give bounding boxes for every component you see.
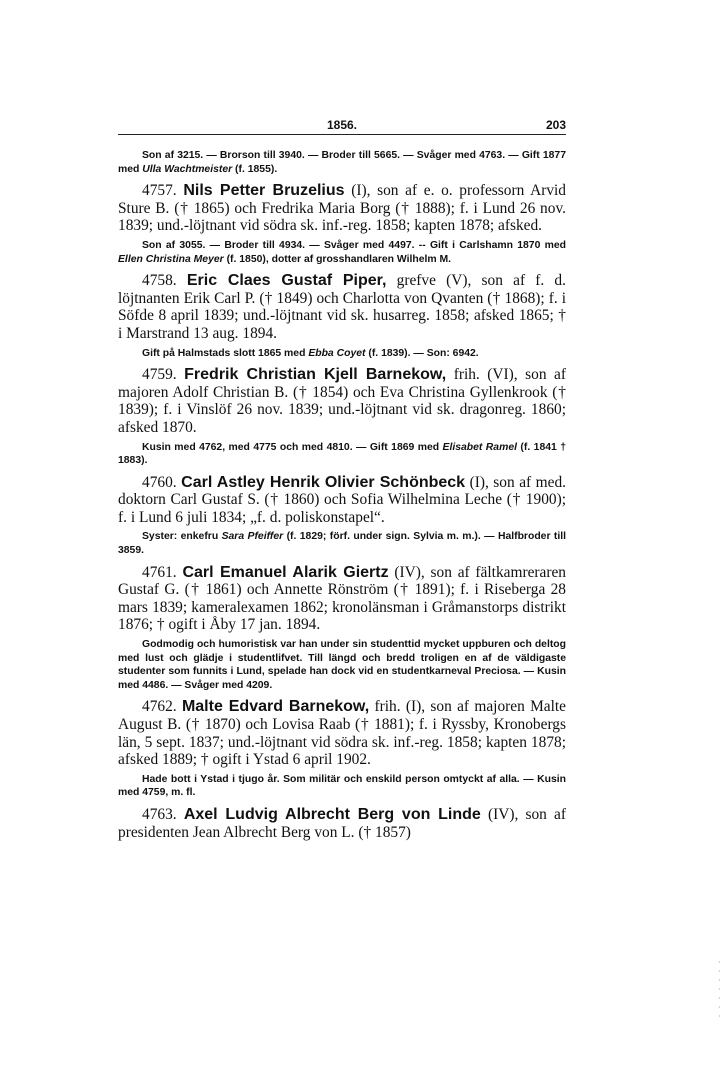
entry-name: Fredrik Christian Kjell Barnekow, — [184, 366, 447, 384]
entry-name: Axel Ludvig Albrecht Berg von Linde — [183, 805, 481, 823]
note-preceding: Son af 3215. — Brorson till 3940. — Broder till 5665. — Svåger med 4763. — Gift 1877 med Ulla Wachtmeister (f. 1855). — [118, 150, 566, 175]
entry-4759: 4759. Fredrik Christian Kjell Barnekow, frih. (VI), son af majoren Adolf Christian B. († 1854) och Eva Christina Gyllenkrook († 1839); f. i Vinslöf 26 nov. 1839; und.-löjtnant vid sk. dragonreg. 1860; afsked 1870. — [118, 366, 566, 436]
entry-name: Carl Astley Henrik Olivier Schönbeck — [181, 473, 466, 491]
note-4759: Kusin med 4762, med 4775 och med 4810. — Gift 1869 med Elisabet Ramel (f. 1841 † 1883). — [118, 441, 566, 467]
note-4762: Hade bott i Ystad i tjugo år. Som militär och enskild person omtyckt af alla. — Kusin med 4759, m. fl. — [118, 773, 566, 799]
running-header — [118, 116, 566, 134]
entry-name: Nils Petter Bruzelius — [183, 182, 345, 200]
entry-4763: 4763. Axel Ludvig Albrecht Berg von Linde (IV), son af presidenten Jean Albrecht Berg von L. († 1857) — [118, 805, 566, 841]
note-4757: Son af 3055. — Broder till 4934. — Svåger med 4497. -- Gift i Carlshamn 1870 med Ellen Christina Meyer (f. 1850), dotter af grosshandlaren Wilhelm M. — [118, 239, 566, 265]
margin-dots: · · · · · · · — [718, 958, 721, 1021]
entry-4762: 4762. Malte Edvard Barnekow, frih. (I), son af majoren Malte August B. († 1870) och Lovisa Raab († 1881); f. i Ryssby, Kronobergs län, 5 sept. 1837; und.-löjtnant vid södra sk. inf.-reg. 1858; kapten 1878; afsked 1889; † ogift i Ystad 6 april 1902. — [118, 698, 566, 769]
entry-name: Eric Claes Gustaf Piper, — [186, 272, 387, 290]
note-4760: Syster: enkefru Sara Pfeiffer (f. 1829; förf. under sign. Sylvia m. m.). — Halfbroder till 3859. — [118, 531, 567, 557]
page-number: 203 — [545, 118, 566, 132]
header-year: 1856. — [326, 118, 358, 132]
entry-name: Malte Edvard Barnekow, — [181, 698, 370, 716]
header-rule — [118, 134, 566, 135]
entry-name: Carl Emanuel Alarik Giertz — [182, 563, 389, 581]
note-4761: Godmodig och humoristisk var han under sin studenttid mycket uppburen och deltog med lust och glädje i studentlifvet. Till längd och bredd troligen en af de väldigaste studenter som funnits i Lund, spelade han dock vid en studentkarneval Preciosa. — Kusin med 4486. — Svåger med 4209. — [118, 639, 566, 691]
page — [118, 116, 566, 841]
entry-4760: 4760. Carl Astley Henrik Olivier Schönbeck (I), son af med. doktorn Carl Gustaf S. († 1860) och Sofia Wilhelmina Leche († 1900); f. i Lund 6 juli 1834; „f. d. poliskonstapel“. — [118, 473, 566, 526]
note-4758: Gift på Halmstads slott 1865 med Ebba Coyet (f. 1839). — Son: 6942. — [142, 347, 479, 359]
entry-4757: 4757. Nils Petter Bruzelius (I), son af e. o. professorn Arvid Sture B. († 1865) och Fredrika Maria Borg († 1888); f. i Lund 26 nov. 1839; und.-löjtnant vid södra sk. inf.-reg. 1858; kapten 1878; afsked. — [118, 182, 566, 235]
entry-4761: 4761. Carl Emanuel Alarik Giertz (IV), son af fältkamreraren Gustaf G. († 1861) och Annette Rönström († 1891); f. i Riseberga 28 mars 1839; kameralexamen 1862; kronolänsman i Gråmanstorps distrikt 1876; † ogift i Åby 17 jan. 1894. — [118, 563, 567, 634]
entry-4758: 4758. Eric Claes Gustaf Piper, grefve (V), son af f. d. löjtnanten Erik Carl P. († 1849) och Charlotta von Qvanten († 1868); f. i Söfde 8 april 1839; und.-löjtnant vid sk. husarreg. 1858; afsked 1865; † i Marstrand 13 aug. 1894. — [118, 272, 566, 342]
